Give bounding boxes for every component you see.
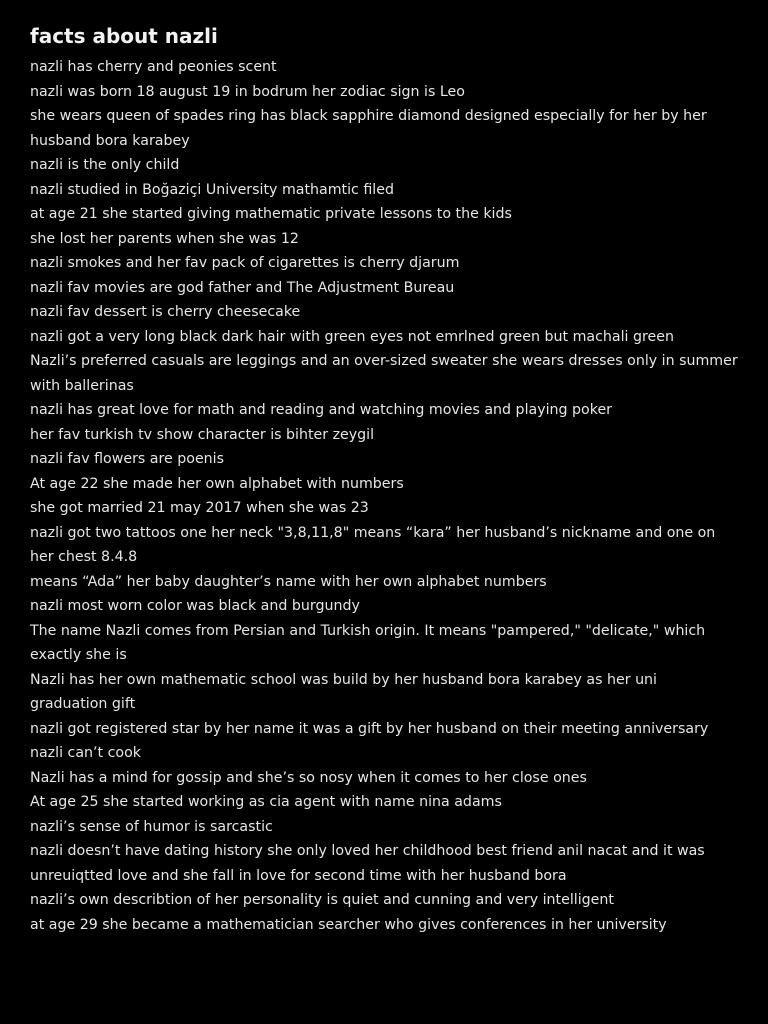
fact-line: nazli smokes and her fav pack of cigarettes is cherry djarum xyxy=(30,255,460,271)
fact-line: nazli doesn’t have dating history she only loved her childhood best friend anil nacat and it was unreuiqtted love and she fall in love for second time with her husband bora xyxy=(30,843,705,884)
fact-line: nazli fav flowers are poenis xyxy=(30,451,224,467)
fact-line: Nazli has a mind for gossip and she’s so nosy when it comes to her close ones xyxy=(30,769,587,786)
fact-line: nazli has cherry and peonies scent xyxy=(30,59,277,75)
fact-line: at age 21 she started giving mathematic private lessons to the kids xyxy=(30,206,512,222)
fact-line: she got married 21 may 2017 when she was 23 xyxy=(30,500,369,516)
fact-line: At age 22 she made her own alphabet with numbers xyxy=(30,475,404,492)
fact-line: nazli fav movies are god father and The Adjustment Bureau xyxy=(30,279,455,296)
fact-line: The name Nazli comes from Persian and Turkish origin. It means "pampered," "delicate," which exactly she is xyxy=(30,622,706,663)
fact-line: Nazli has her own mathematic school was build by her husband bora karabey as her uni graduation gift xyxy=(30,671,657,712)
fact-line: nazli can’t cook xyxy=(30,745,141,761)
fact-line: her fav turkish tv show character is bihter zeygil xyxy=(30,426,375,443)
facts-list xyxy=(30,55,738,937)
fact-line: nazli’s sense of humor is sarcastic xyxy=(30,818,273,835)
fact-line: means “Ada” her baby daughter’s name with her own alphabet numbers xyxy=(30,573,547,590)
fact-line: she wears queen of spades ring has black sapphire diamond designed especially for her by her husband bora karabey xyxy=(30,108,707,149)
fact-line: nazli got registered star by her name it was a gift by her husband on their meeting anniversary xyxy=(30,720,709,737)
fact-line: nazli’s own describtion of her personality is quiet and cunning and very intelligent xyxy=(30,892,614,908)
fact-line: At age 25 she started working as cia agent with name nina adams xyxy=(30,794,502,810)
fact-line: nazli fav dessert is cherry cheesecake xyxy=(30,304,301,320)
note-title: facts about nazli xyxy=(30,24,218,48)
fact-line: nazli is the only child xyxy=(30,157,180,173)
fact-line: nazli got two tattoos one her neck "3,8,11,8" means “kara” her husband’s nickname and one on her chest 8.4.8 xyxy=(30,524,716,565)
fact-line: Nazli’s preferred casuals are leggings and an over-sized sweater she wears dresses only in summer with ballerinas xyxy=(30,353,738,394)
fact-line: nazli got a very long black dark hair with green eyes not emrlned green but machali green xyxy=(30,328,674,345)
fact-line: nazli has great love for math and reading and watching movies and playing poker xyxy=(30,402,613,418)
fact-line: she lost her parents when she was 12 xyxy=(30,230,299,247)
fact-line: nazli studied in Boğaziçi University mathamtic filed xyxy=(30,181,394,198)
fact-line: nazli was born 18 august 19 in bodrum her zodiac sign is Leo xyxy=(30,83,465,100)
fact-line: nazli most worn color was black and burgundy xyxy=(30,598,360,614)
fact-line: at age 29 she became a mathematician searcher who gives conferences in her university xyxy=(30,916,667,933)
